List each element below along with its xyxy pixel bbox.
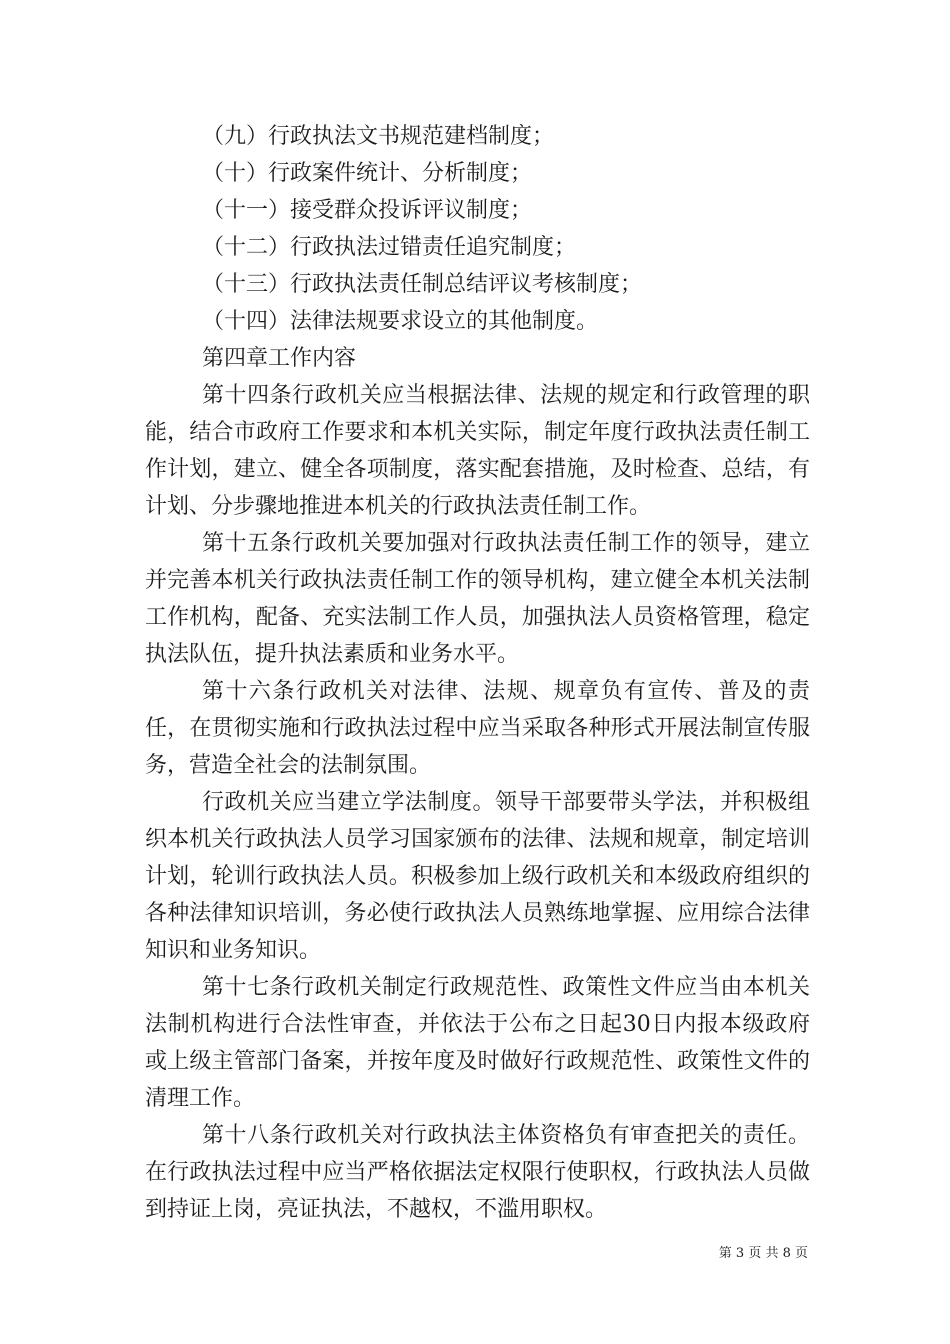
list-item-14: （十四）法律法规要求设立的其他制度。 <box>202 309 599 334</box>
list-item-11: （十一）接受群众投诉评议制度； <box>202 198 533 223</box>
article-16: 第十六条行政机关对法律、法规、规章负有宣传、普及的责任，在贯彻实施和行政执法过程中应当采取各种形式开展法制宣传服务，营造全社会的法制氛围。 <box>145 679 810 778</box>
page-number: 第 3 页 共 8 页 <box>718 1246 808 1261</box>
list-item-13: （十三）行政执法责任制总结评议考核制度； <box>202 272 643 297</box>
article-14: 第十四条行政机关应当根据法律、法规的规定和行政管理的职能，结合市政府工作要求和本机关实际，制定年度行政执法责任制工作计划，建立、健全各项制度，落实配套措施，及时检查、总结，有计划、分步骤地推进本机关的行政执法责任制工作。 <box>145 383 810 519</box>
article-17: 第十七条行政机关制定行政规范性、政策性文件应当由本机关法制机构进行合法性审查，并依法于公布之日起30日内报本级政府或上级主管部门备案，并按年度及时做好行政规范性、政策性文件的清理工作。 <box>145 975 810 1111</box>
article-15: 第十五条行政机关要加强对行政执法责任制工作的领导，建立并完善本机关行政执法责任制工作的领导机构，建立健全本机关法制工作机构，配备、充实法制工作人员，加强执法人员资格管理，稳定执法队伍，提升执法素质和业务水平。 <box>145 531 810 667</box>
list-item-12: （十二）行政执法过错责任追究制度； <box>202 235 577 260</box>
list-item-10: （十）行政案件统计、分析制度； <box>202 161 533 186</box>
list-item-9: （九）行政执法文书规范建档制度； <box>202 124 555 149</box>
article-18: 第十八条行政机关对行政执法主体资格负有审查把关的责任。在行政执法过程中应当严格依据法定权限行使职权，行政执法人员做到持证上岗，亮证执法，不越权，不滥用职权。 <box>145 1123 810 1222</box>
page-footer <box>0 1245 808 1263</box>
document-body <box>145 118 810 1228</box>
chapter-heading: 第四章工作内容 <box>202 346 357 371</box>
article-16-continued: 行政机关应当建立学法制度。领导干部要带头学法，并积极组织本机关行政执法人员学习国家颁布的法律、法规和规章，制定培训计划，轮训行政执法人员。积极参加上级行政机关和本级政府组织的各种法律知识培训，务必使行政执法人员熟练地掌握、应用综合法律知识和业务知识。 <box>145 790 810 963</box>
